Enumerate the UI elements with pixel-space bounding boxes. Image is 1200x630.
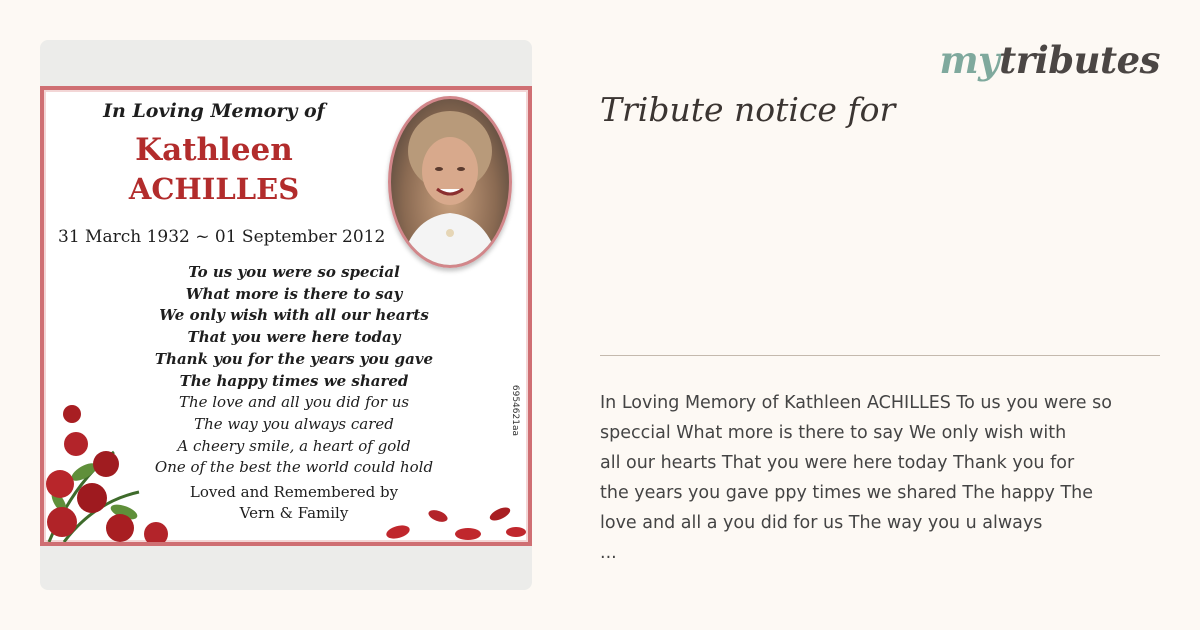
verse-line: A cheery smile, a heart of gold (177, 436, 411, 455)
tribute-notice-image (40, 86, 532, 546)
notice-heading: In Loving Memory of (103, 100, 325, 122)
petals-illustration (368, 502, 528, 542)
notice-card[interactable] (40, 40, 532, 590)
verse-line: What more is there to say (185, 284, 403, 303)
page-title: Tribute notice for (600, 90, 896, 129)
notice-first-name: Kathleen (135, 132, 293, 168)
summary-line: all our hearts That you were here today Thank you for (600, 453, 1075, 473)
notice-last-name: ACHILLES (128, 172, 300, 206)
verse-line: The way you always cared (194, 414, 394, 433)
notice-dates: 31 March 1932 ~ 01 September 2012 (58, 227, 386, 247)
divider (600, 355, 1160, 356)
notice-stamp: 6954621aa (510, 384, 520, 436)
verse-line: The happy times we shared (179, 371, 409, 390)
portrait-photo (388, 96, 512, 268)
logo-my: my (939, 38, 1000, 82)
summary-line: love and all a you did for us The way you u always (600, 513, 1043, 533)
verse-line: Thank you for the years you gave (154, 349, 434, 368)
summary-line: In Loving Memory of Kathleen ACHILLES To us you were so (600, 393, 1112, 413)
summary-line: speccial What more is there to say We only wish with (600, 423, 1067, 443)
signature-line-2: Vern & Family (239, 504, 349, 522)
summary-line: the years you gave ppy times we shared The happy The (600, 483, 1094, 503)
verse-line: One of the best the world could hold (154, 458, 434, 477)
summary-ellipsis: ... (600, 543, 617, 563)
verse-line: We only wish with all our hearts (159, 306, 429, 325)
verse-line: That you were here today (187, 328, 401, 347)
roses-illustration (44, 392, 194, 542)
verse-line: To us you were so special (188, 263, 400, 281)
notice-summary-text (600, 388, 1170, 568)
signature-line-1: Loved and Remembered by (189, 483, 399, 501)
mytributes-logo[interactable] (939, 38, 1160, 82)
logo-tributes: tributes (999, 38, 1160, 82)
verse-line: The love and all you did for us (178, 393, 410, 412)
